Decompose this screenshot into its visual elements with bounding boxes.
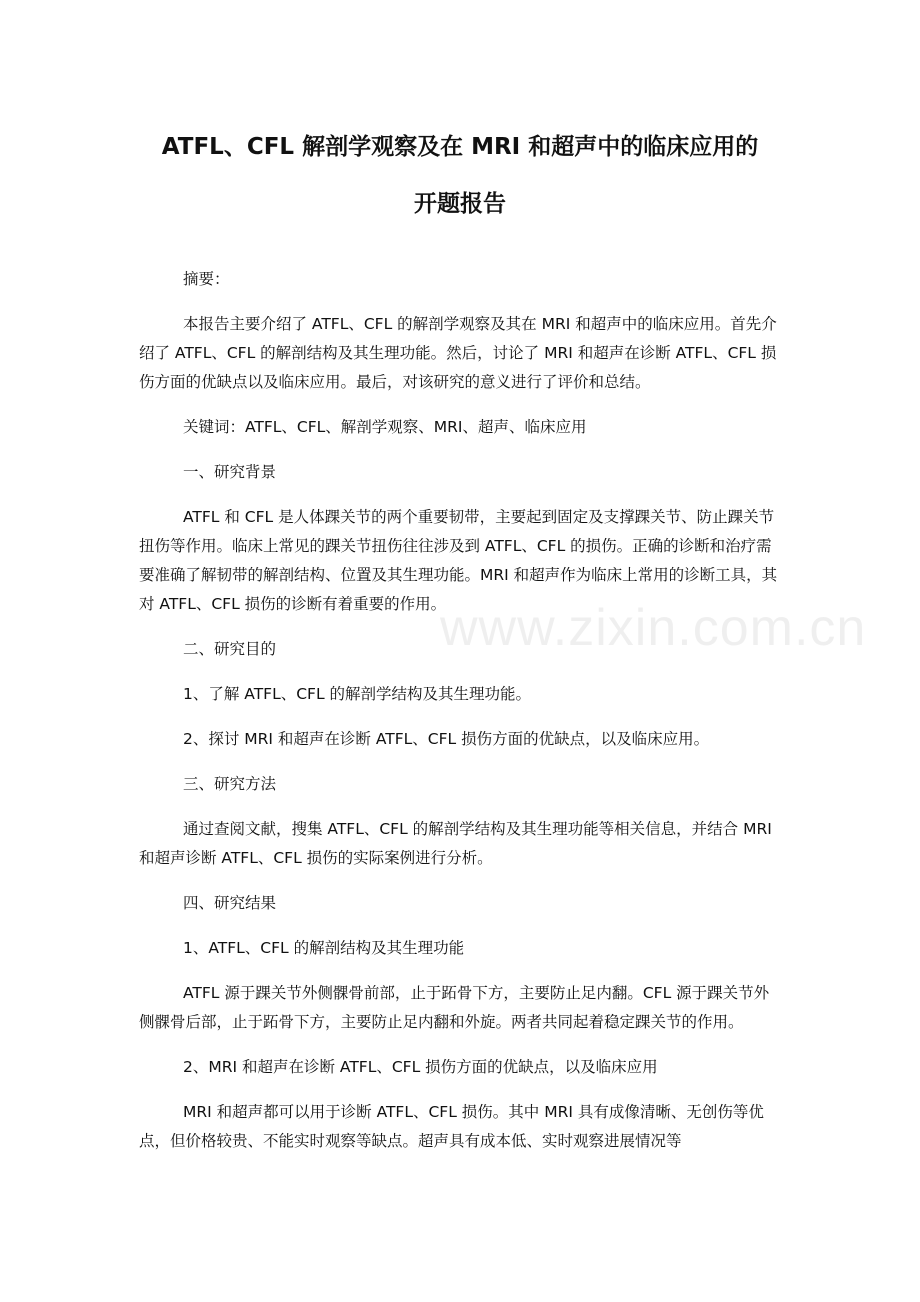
results-subheading-1: 1、ATFL、CFL 的解剖结构及其生理功能 — [183, 939, 465, 957]
section-paragraph-background: ATFL 和 CFL 是人体踝关节的两个重要韧带，主要起到固定及支撑踝关节、防止踝关节扭伤等作用。临床上常见的踝关节扭伤往往涉及到 ATFL、CFL 的损伤。正确的诊断和治疗需要准确了解韧带的解剖结构、位置及其生理功能。MRI 和超声作为临床上常用的诊断工具，其对 ATFL、CFL 损伤的诊断有着重要的作用。 — [139, 508, 778, 613]
document-title-line-1: ATFL、CFL 解剖学观察及在 MRI 和超声中的临床应用的 — [161, 134, 759, 160]
watermark: www.zixin.com.cn — [440, 599, 867, 657]
section-heading-background: 一、研究背景 — [183, 463, 277, 481]
section-heading-methods: 三、研究方法 — [183, 775, 277, 793]
section-heading-results: 四、研究结果 — [183, 894, 277, 912]
keywords: 关键词：ATFL、CFL、解剖学观察、MRI、超声、临床应用 — [183, 418, 587, 436]
purpose-item-2: 2、探讨 MRI 和超声在诊断 ATFL、CFL 损伤方面的优缺点，以及临床应用。 — [183, 730, 710, 748]
document-title-line-2: 开题报告 — [414, 191, 506, 217]
document-body — [139, 265, 779, 1172]
results-subheading-2: 2、MRI 和超声在诊断 ATFL、CFL 损伤方面的优缺点，以及临床应用 — [183, 1058, 658, 1076]
section-heading-purpose: 二、研究目的 — [183, 640, 277, 658]
abstract-label: 摘要： — [183, 270, 230, 288]
purpose-item-1: 1、了解 ATFL、CFL 的解剖学结构及其生理功能。 — [183, 685, 532, 703]
results-paragraph-1: ATFL 源于踝关节外侧髁骨前部，止于跖骨下方，主要防止足内翻。CFL 源于踝关节外侧髁骨后部，止于跖骨下方，主要防止足内翻和外旋。两者共同起着稳定踝关节的作用。 — [139, 984, 770, 1031]
results-paragraph-2: MRI 和超声都可以用于诊断 ATFL、CFL 损伤。其中 MRI 具有成像清晰、无创伤等优点，但价格较贵、不能实时观察等缺点。超声具有成本低、实时观察进展情况等 — [139, 1103, 764, 1150]
abstract-paragraph: 本报告主要介绍了 ATFL、CFL 的解剖学观察及其在 MRI 和超声中的临床应用。首先介绍了 ATFL、CFL 的解剖结构及其生理功能。然后，讨论了 MRI 和超声在诊断 ATFL、CFL 损伤方面的优缺点以及临床应用。最后，对该研究的意义进行了评价和总结。 — [139, 315, 777, 391]
section-paragraph-methods: 通过查阅文献，搜集 ATFL、CFL 的解剖学结构及其生理功能等相关信息，并结合 MRI 和超声诊断 ATFL、CFL 损伤的实际案例进行分析。 — [139, 820, 772, 867]
